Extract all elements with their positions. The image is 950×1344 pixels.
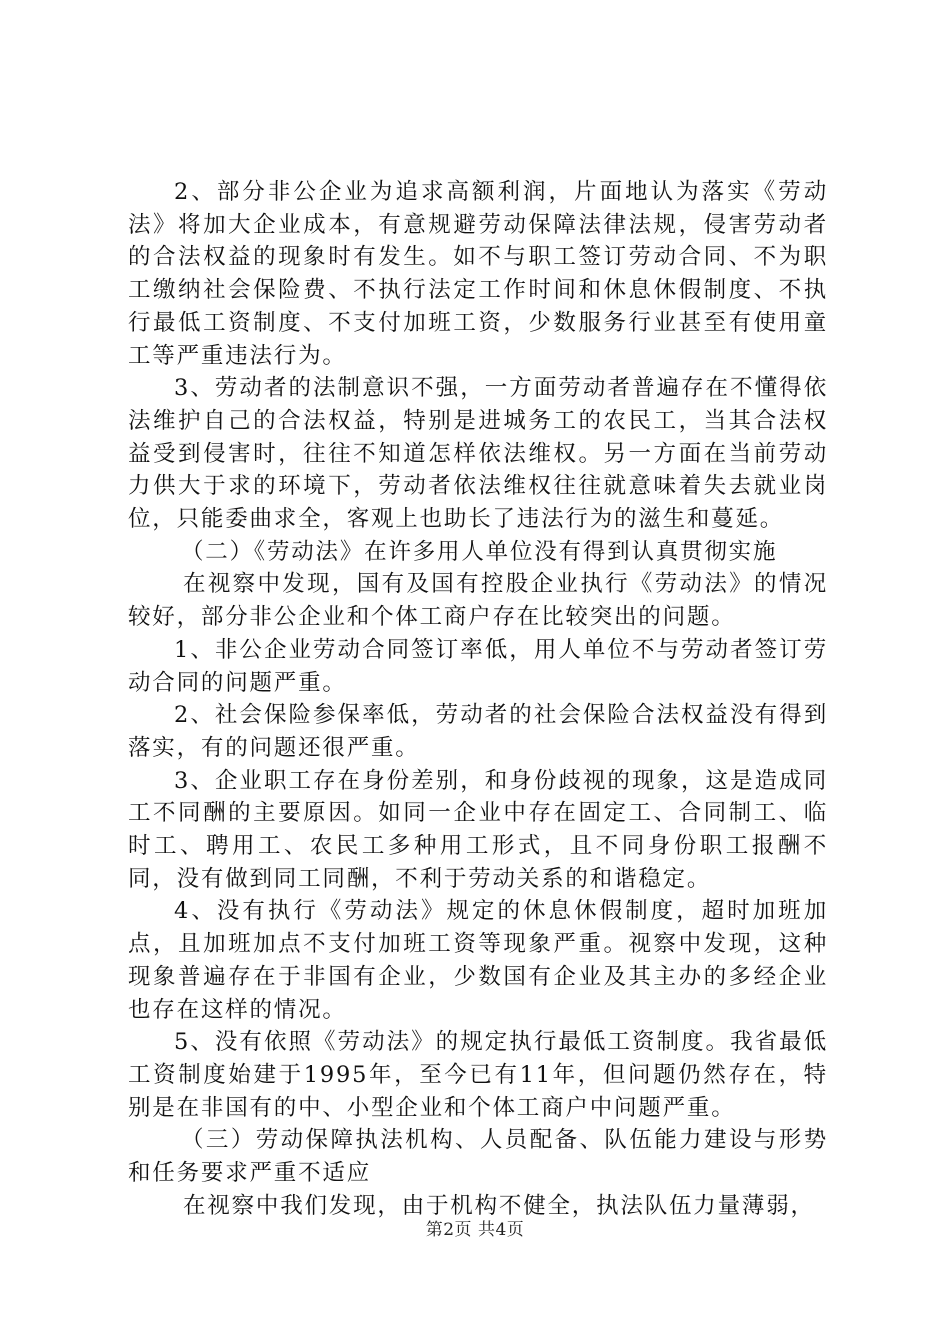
paragraph-item-3: 3、劳动者的法制意识不强，一方面劳动者普遍存在不懂得依法维护自己的合法权益，特别是进城务工的农民工，当其合法权益受到侵害时，往往不知道怎样依法维权。另一方面在当前劳动力供大于求的环境下，劳动者依法维权往往就意味着失去就业岗位，只能委曲求全，客观上也助长了违法行为的滋生和蔓延。 <box>128 375 828 533</box>
section-heading-2: （二）《劳动法》在许多用人单位没有得到认真贯彻实施 <box>181 538 778 565</box>
page-number-footer: 第2页 共4页 <box>425 1220 525 1240</box>
paragraph-intro-3: 在视察中我们发现，由于机构不健全，执法队伍力量薄弱， <box>183 1192 815 1219</box>
paragraph-item-2: 2、部分非公企业为追求高额利润，片面地认为落实《劳动法》将加大企业成本，有意规避劳动保障法律法规，侵害劳动者的合法权益的现象时有发生。如不与职工签订劳动合同、不为职工缴纳社会保险费、不执行法定工作时间和休息休假制度、不执行最低工资制度、不支付加班工资，少数服务行业甚至有使用童工等严重违法行为。 <box>128 179 828 369</box>
paragraph-intro-2: 在视察中发现，国有及国有控股企业执行《劳动法》的情况较好，部分非公企业和个体工商户存在比较突出的问题。 <box>128 571 828 631</box>
paragraph-problem-4: 4、没有执行《劳动法》规定的休息休假制度，超时加班加点，且加班加点不支付加班工资等现象严重。视察中发现，这种现象普遍存在于非国有企业，少数国有企业及其主办的多经企业也存在这样的情况。 <box>128 898 828 1023</box>
paragraph-problem-1: 1、非公企业劳动合同签订率低，用人单位不与劳动者签订劳动合同的问题严重。 <box>128 636 828 696</box>
section-heading-3: （三）劳动保障执法机构、人员配备、队伍能力建设与形势和任务要求严重不适应 <box>128 1127 828 1187</box>
paragraph-problem-2: 2、社会保险参保率低，劳动者的社会保险合法权益没有得到落实，有的问题还很严重。 <box>128 702 828 761</box>
paragraph-problem-5: 5、没有依照《劳动法》的规定执行最低工资制度。我省最低工资制度始建于1995年，至今已有11年，但问题仍然存在，特别是在非国有的中、小型企业和个体工商户中问题严重。 <box>128 1029 828 1121</box>
document-body <box>128 176 828 1223</box>
paragraph-problem-3: 3、企业职工存在身份差别，和身份歧视的现象，这是造成同工不同酬的主要原因。如同一企业中存在固定工、合同制工、临时工、聘用工、农民工多种用工形式，且不同身份职工报酬不同，没有做到同工同酬，不利于劳动关系的和谐稳定。 <box>128 767 828 892</box>
